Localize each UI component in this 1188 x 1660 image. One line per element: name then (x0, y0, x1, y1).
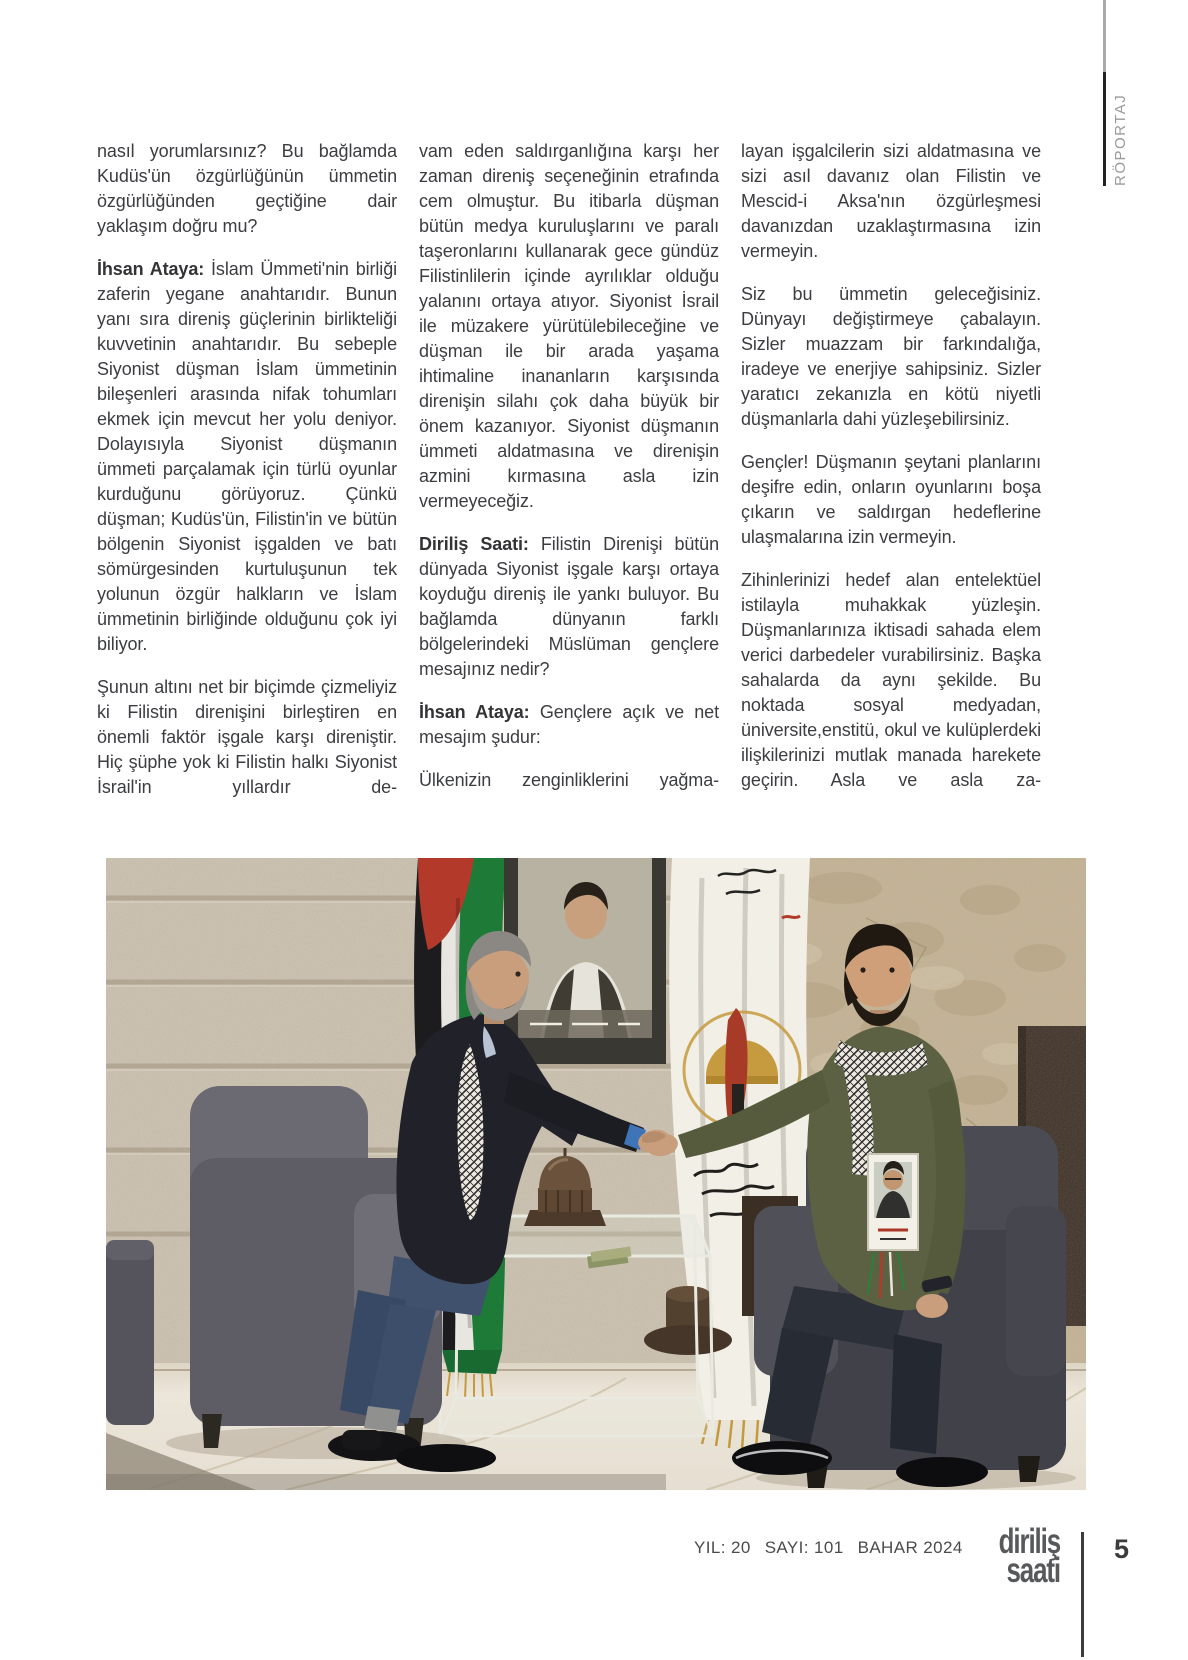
speaker-label: Diriliş Saati: (419, 534, 529, 554)
article-paragraph: Gençler! Düşmanın şeytani planlarını deşifre edin, onların oyunlarını boşa çıkarın ve saldırgan hedeflerine ulaşmalarına izin vermeyin. (741, 452, 1041, 547)
speaker-label: İhsan Ataya: (97, 259, 205, 279)
issue-number: SAYI: 101 (764, 1538, 844, 1557)
magazine-logo (971, 1522, 1060, 1590)
article-paragraph: layan işgalcilerin sizi aldatmasına ve sizi asıl davanız olan Filistin ve Mescid-i Aksa'nın özgürleşmesi davanızdan uzaklaştırmasına izin vermeyin. (741, 141, 1041, 261)
article-column-3 (741, 139, 1041, 829)
article-paragraph: Diriliş Saati: Filistin Direnişi bütün dünyada Siyonist işgale karşı ortaya koyduğu direniş ile yankı buluyor. Bu bağlamda dünyanın farklı bölgelerindeki Müslüman gençlere mesajınız nedir? (419, 534, 719, 679)
logo-line-1: diriliş (998, 1522, 1060, 1561)
issue-season: BAHAR 2024 (857, 1538, 963, 1557)
speaker-label: İhsan Ataya: (419, 702, 530, 722)
section-label: RÖPORTAJ (1112, 93, 1129, 186)
article-paragraph: Siz bu ümmetin geleceğisiniz. Dünyayı değiştirmeye çabalayın. Sizler muazzam bir farkındalığa, iradeye ve enerjiye sahipsiniz. Sizler yaratıcı zekanızla en kötü niyetli düşmanlarla dahi yüzleşebilirsiniz. (741, 284, 1041, 429)
side-rule-light (1103, 0, 1106, 72)
article-paragraph: İhsan Ataya: İslam Ümmeti'nin birliği zaferin yegane anahtarıdır. Bunun yanı sıra direniş güçlerinin birlikteliği kuvvetinin anahtarıdır. Bu sebeple Siyonist düşman İslam ümmetinin bileşenleri arasında nifak tohumları ekmek için mevcut her yolu deniyor. Dolayısıyla Siyonist düşmanın ümmeti parçalamak için türlü oyunlar kurduğunu görüyoruz. Çünkü düşman; Kudüs'ün, Filistin'in ve bütün bölgenin Siyonist işgalden ve batı sömürgesinden kurtuluşunun tek yolunun özgür halkların ve İslam ümmetinin birliğinde olduğunu çok iyi biliyor. (97, 259, 398, 654)
article-paragraph: Ülkenizin zenginliklerini yağma- (419, 770, 719, 790)
left-edge-chair (106, 1240, 154, 1425)
logo-line-2: saati (1006, 1551, 1060, 1590)
page-number: 5 (1114, 1534, 1130, 1564)
article-paragraph: İhsan Ataya: Gençlere açık ve net mesajım şudur: (419, 702, 719, 747)
article-column-1 (97, 139, 397, 829)
issue-year: YIL: 20 (694, 1538, 751, 1557)
article-paragraph: Zihinlerinizi hedef alan entelektüel istilayla muhakkak yüzleşin. Düşmanlarınıza iktisadi sahada elem verici darbedeler vurabilirsiniz. Başka sahalarda da aynı şekilde. Bu noktada sosyal medyadan, üniversite,enstitü, okul ve kulüplerdeki ilişkilerinizi mutlak manada harekete geçirin. Asla ve asla za- (741, 570, 1041, 790)
footer-rule (1081, 1532, 1084, 1657)
interview-photo (106, 858, 1086, 1490)
article-paragraph: Şunun altını net bir biçimde çizmeliyiz ki Filistin direnişini birleştiren en önemli faktör işgale karşı direniştir. Hiç şüphe yok ki Filistin halkı Siyonist İsrail'in yıllardır de- (97, 677, 397, 797)
article-column-2 (419, 139, 719, 829)
issue-line (694, 1538, 963, 1558)
article-paragraph: vam eden saldırganlığına karşı her zaman direniş seçeneğinin etrafında cem olmuştur. Bu itibarla düşman bütün medya kuruluşlarını ve paralı taşeronlarını kullanarak gece gündüz Filistinlilerin içinde ayrılıklar olduğu yalanını ortaya atıyor. Siyonist İsrail ile müzakere yürütülebileceğine ve düşman ile bir arada yaşama ihtimaline inananların karşısında direnişin silahı çok daha büyük bir önem kazanıyor. Siyonist düşmanın ümmeti aldatmasına ve direnişin azmini kırmasına asla izin vermeyeceğiz. (419, 141, 719, 511)
side-rule-dark (1103, 72, 1106, 186)
article-body (97, 139, 1041, 829)
article-paragraph: nasıl yorumlarsınız? Bu bağlamda Kudüs'ün özgürlüğünün ümmetin özgürlüğünden geçtiğine dair yaklaşım doğru mu? (97, 141, 397, 236)
